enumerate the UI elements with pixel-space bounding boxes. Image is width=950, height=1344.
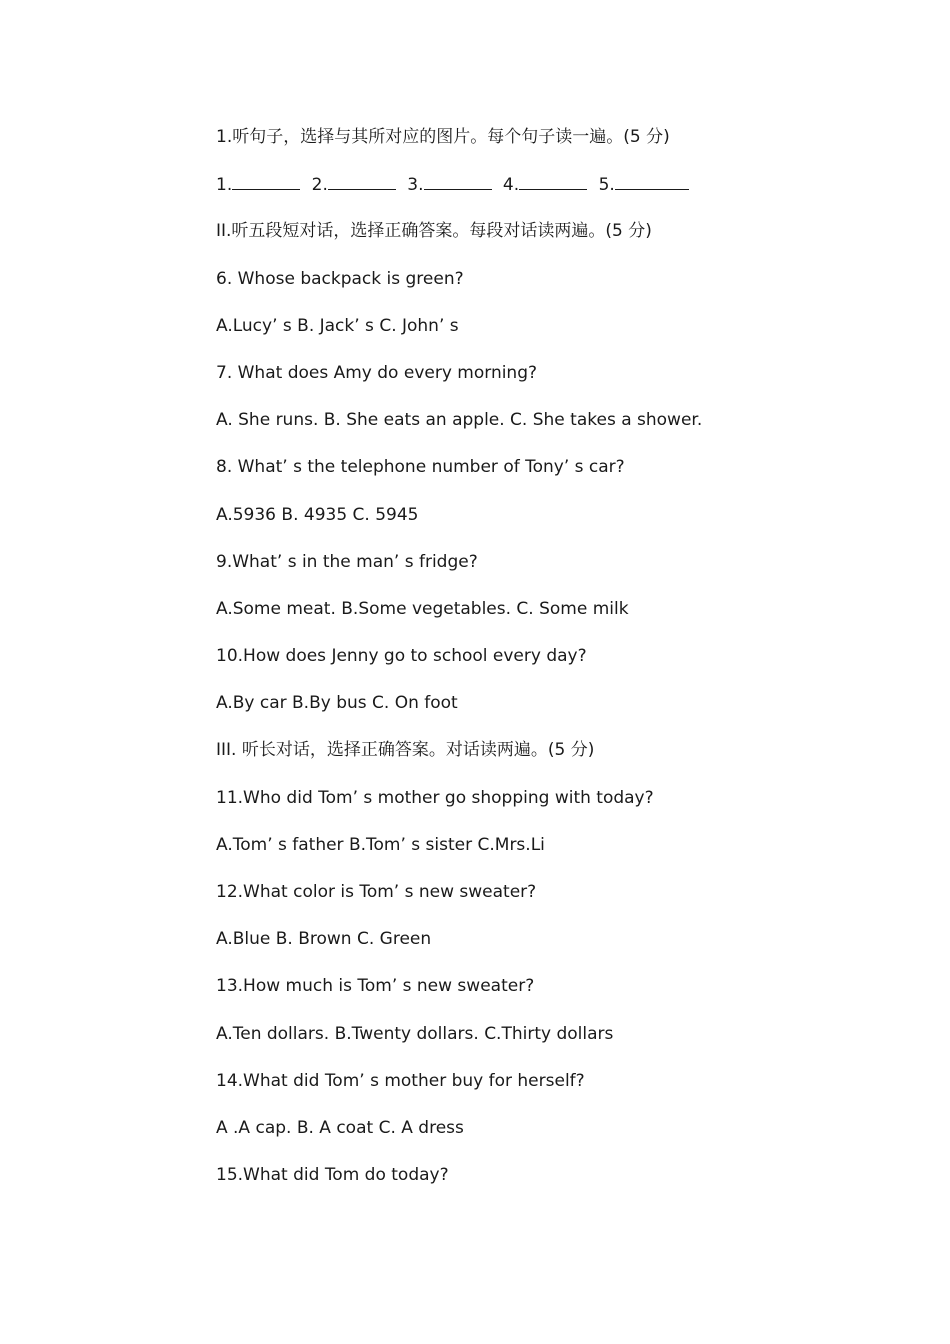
- question-13: 13.How much is Tom’ s new sweater?: [216, 976, 535, 997]
- question-14-options: A .A cap. B. A coat C. A dress: [216, 1117, 464, 1138]
- question-7-options: A. She runs. B. She eats an apple. C. She takes a shower.: [216, 410, 703, 431]
- question-9: 9.What’ s in the man’ s fridge?: [216, 551, 478, 572]
- blank-label-5: 5.: [598, 175, 615, 196]
- question-11: 11.Who did Tom’ s mother go shopping with today?: [216, 787, 654, 808]
- question-8: 8. What’ s the telephone number of Tony’ s car?: [216, 457, 625, 478]
- question-10: 10.How does Jenny go to school every day?: [216, 646, 587, 667]
- question-9-options: A.Some meat. B.Some vegetables. C. Some milk: [216, 598, 629, 619]
- question-8-options: A.5936 B. 4935 C. 5945: [216, 504, 419, 525]
- answer-blanks-row: [216, 171, 896, 218]
- blank-label-3: 3.: [407, 175, 424, 196]
- question-6-options: A.Lucy’ s B. Jack’ s C. John’ s: [216, 315, 459, 336]
- blank-label-1: 1.: [216, 175, 233, 196]
- answer-blank-4[interactable]: [519, 171, 587, 190]
- question-7: 7. What does Amy do every morning?: [216, 362, 538, 383]
- document-body: [216, 124, 896, 1209]
- answer-blank-3[interactable]: [424, 171, 492, 190]
- section-3-heading: III. 听长对话，选择正确答案。对话读两遍。(5 分): [216, 740, 595, 761]
- section-1-heading: 1.听句子，选择与其所对应的图片。每个句子读一遍。(5 分): [216, 127, 670, 147]
- question-15: 15.What did Tom do today?: [216, 1165, 449, 1186]
- section-2-heading: II.听五段短对话，选择正确答案。每段对话读两遍。(5 分): [216, 221, 652, 242]
- blank-label-2: 2.: [311, 175, 328, 196]
- question-13-options: A.Ten dollars. B.Twenty dollars. C.Thirty dollars: [216, 1023, 614, 1044]
- question-10-options: A.By car B.By bus C. On foot: [216, 693, 458, 714]
- question-12-options: A.Blue B. Brown C. Green: [216, 929, 432, 950]
- question-6: 6. Whose backpack is green?: [216, 268, 464, 289]
- question-11-options: A.Tom’ s father B.Tom’ s sister C.Mrs.Li: [216, 834, 545, 855]
- question-14: 14.What did Tom’ s mother buy for herself?: [216, 1070, 585, 1091]
- answer-blank-5[interactable]: [615, 171, 689, 190]
- question-12: 12.What color is Tom’ s new sweater?: [216, 882, 537, 902]
- blank-label-4: 4.: [502, 175, 520, 196]
- answer-blank-1[interactable]: [232, 171, 300, 190]
- answer-blank-2[interactable]: [328, 171, 396, 190]
